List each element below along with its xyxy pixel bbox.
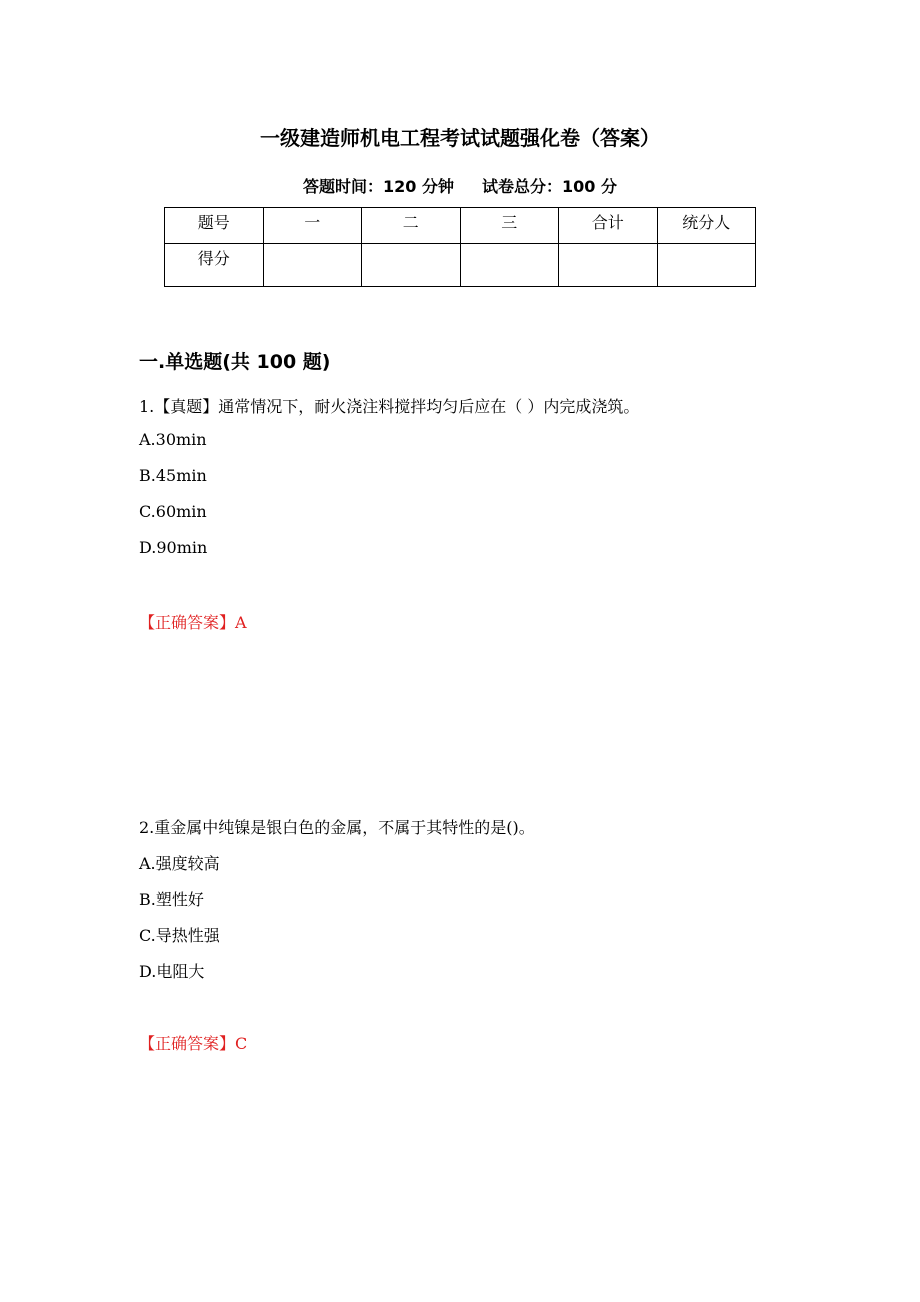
score-table-header: 三 (460, 208, 559, 244)
score-row-label: 得分 (165, 244, 264, 287)
score-table-header: 合计 (559, 208, 658, 244)
question-1-answer: 【正确答案】A (139, 613, 247, 632)
total-score: 试卷总分：100 分 (482, 177, 617, 196)
question-2-option-d: D.电阻大 (139, 962, 205, 981)
section-heading: 一.单选题(共 100 题) (139, 351, 331, 373)
score-cell (362, 244, 461, 287)
score-table-header: 统分人 (657, 208, 756, 244)
question-2-option-b: B.塑性好 (139, 890, 204, 909)
score-table (164, 207, 756, 287)
question-1-option-b: B.45min (139, 466, 207, 485)
question-2-option-c: C.导热性强 (139, 926, 220, 945)
exam-meta (0, 174, 920, 197)
document-title: 一级建造师机电工程考试试题强化卷（答案） (260, 126, 660, 150)
score-cell (460, 244, 559, 287)
score-cell (559, 244, 658, 287)
score-table-score-row (165, 244, 756, 287)
question-2-option-a: A.强度较高 (139, 854, 220, 873)
exam-time: 答题时间：120 分钟 (303, 177, 454, 196)
question-1-option-c: C.60min (139, 502, 207, 521)
score-table-header-row (165, 208, 756, 244)
score-cell (263, 244, 362, 287)
score-table-header: 一 (263, 208, 362, 244)
score-table-header: 二 (362, 208, 461, 244)
question-2-answer: 【正确答案】C (139, 1034, 248, 1053)
question-1-stem: 1.【真题】通常情况下，耐火浇注料搅拌均匀后应在（ ）内完成浇筑。 (139, 397, 640, 416)
question-1-option-a: A.30min (139, 430, 207, 449)
question-1-option-d: D.90min (139, 538, 208, 557)
question-2-stem: 2.重金属中纯镍是银白色的金属，不属于其特性的是()。 (139, 818, 535, 837)
score-cell (657, 244, 756, 287)
score-table-header: 题号 (165, 208, 264, 244)
